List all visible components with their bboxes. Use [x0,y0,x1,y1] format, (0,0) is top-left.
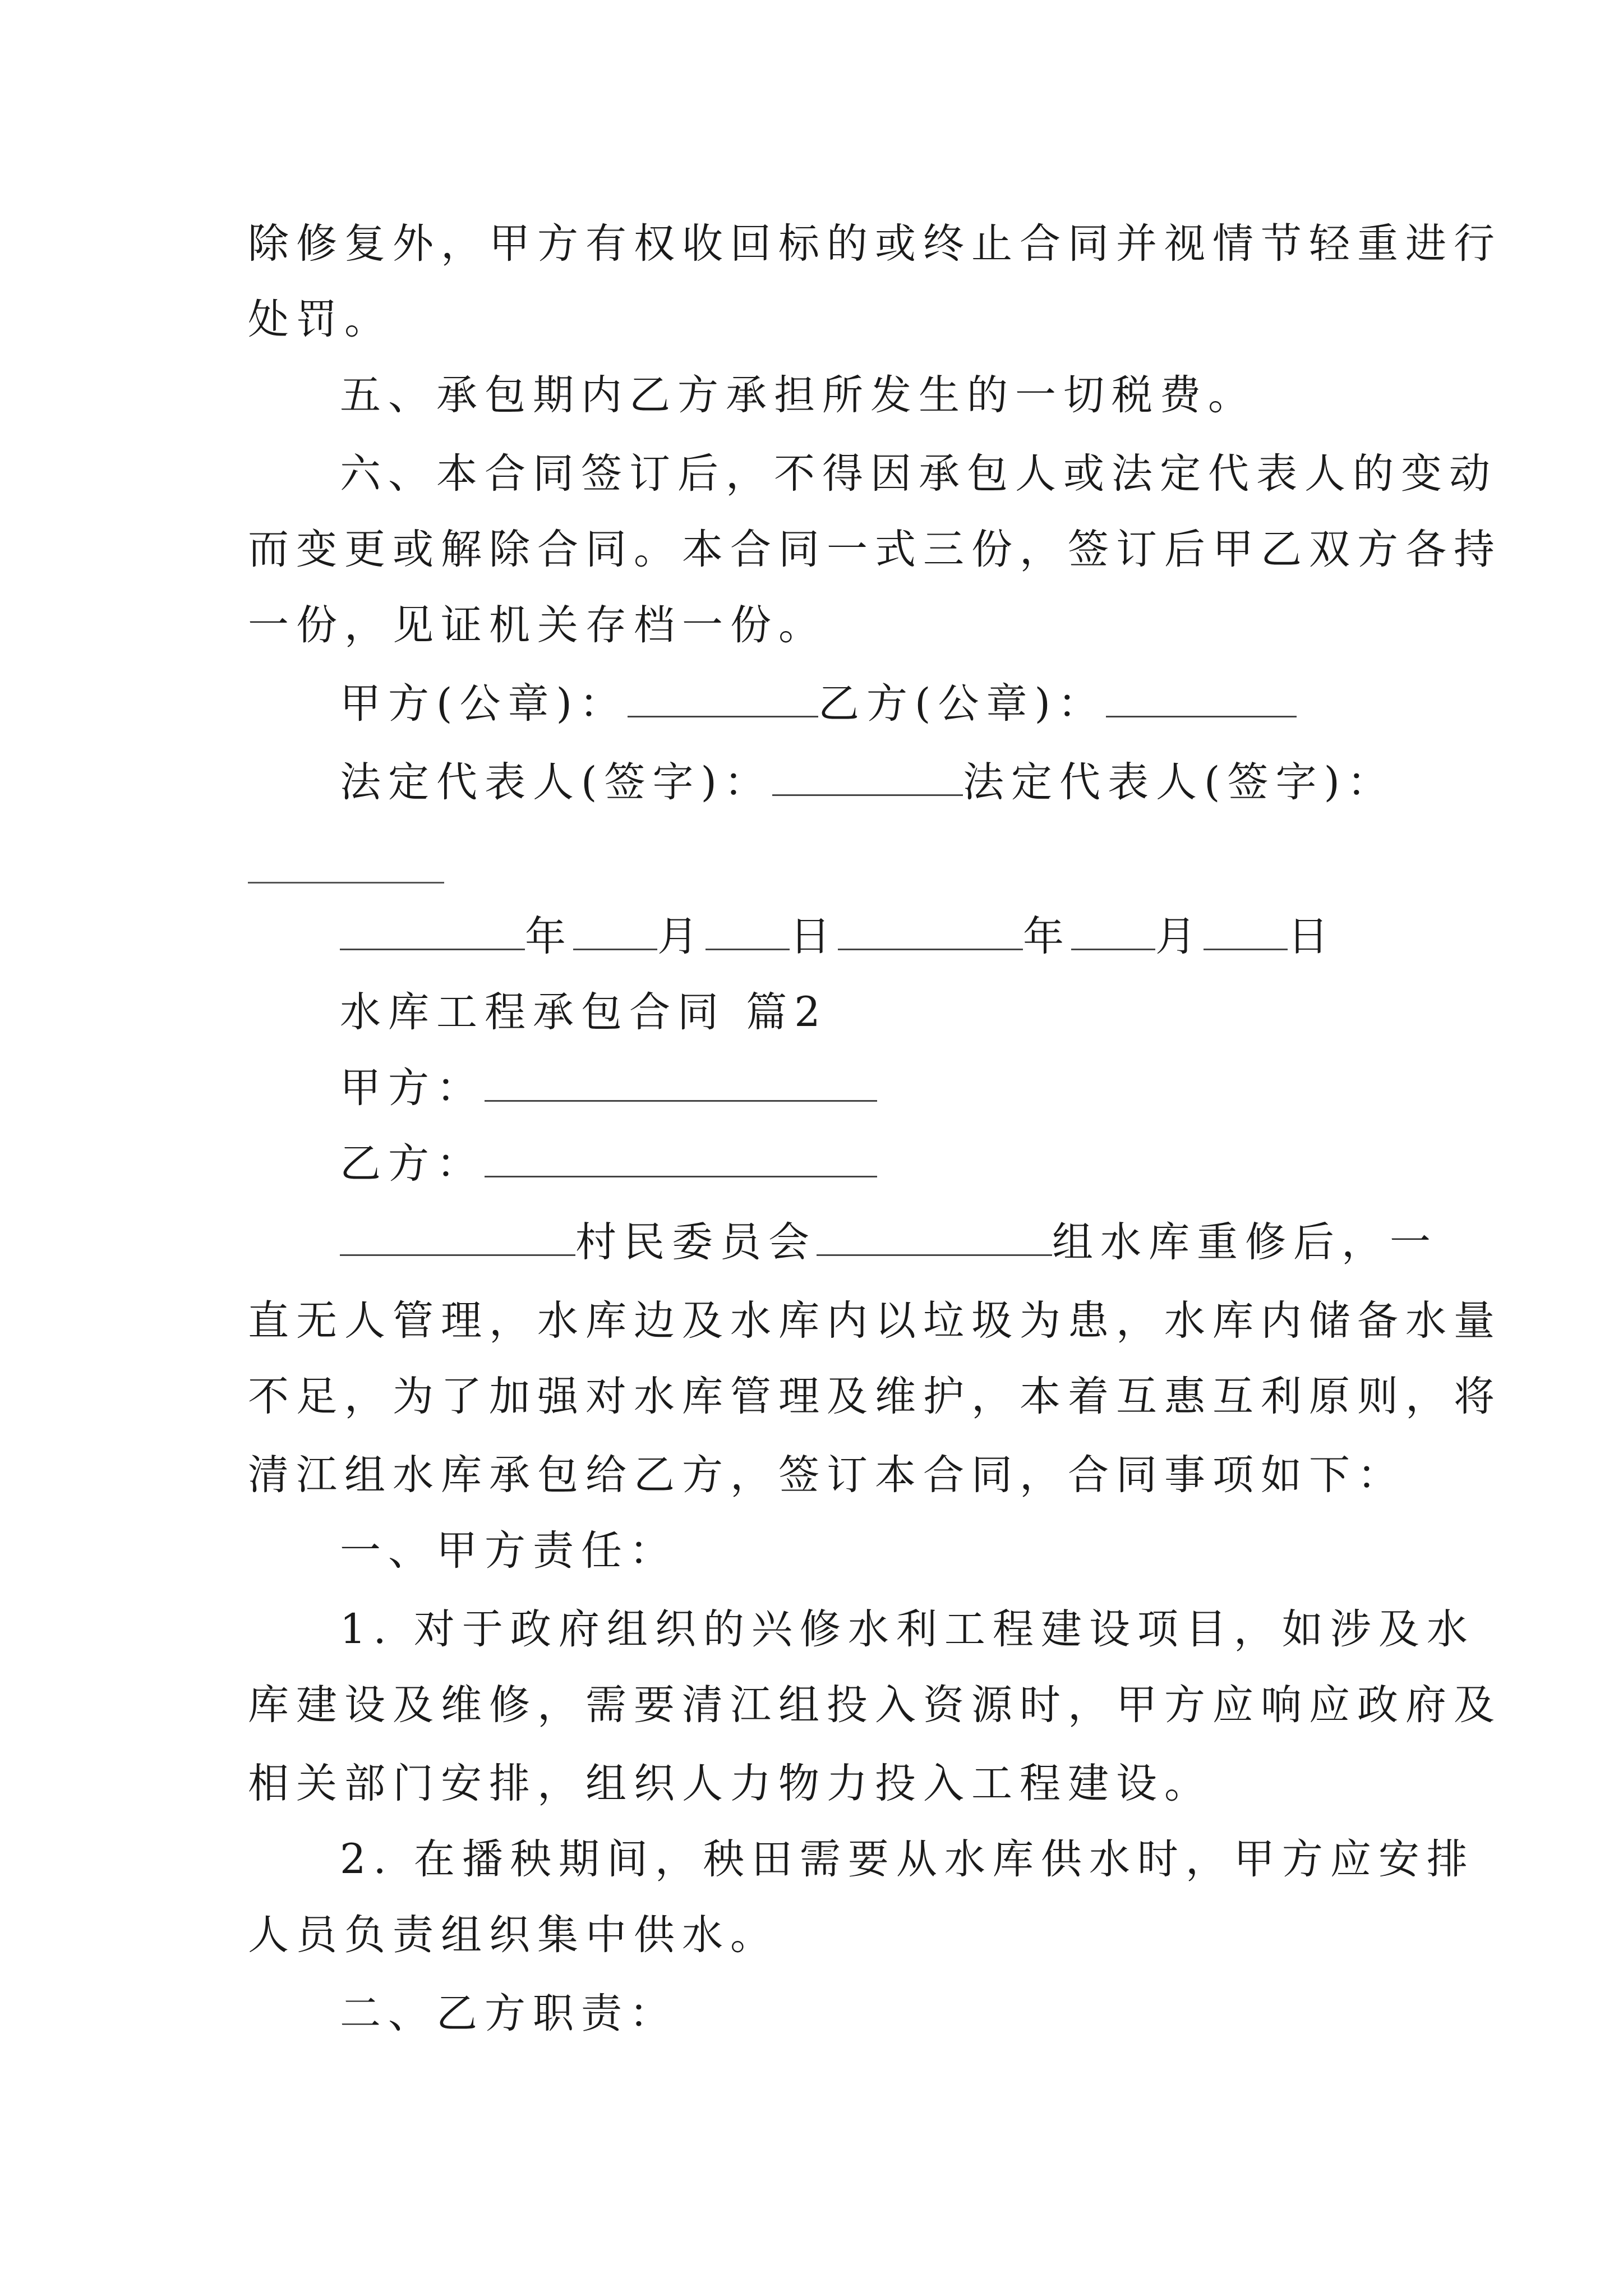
year-blank [340,909,525,950]
duty-item-1: 1. 对于政府组织的兴修水利工程建设项目，如涉及水 [340,1605,1475,1653]
intro-text: 村民委员会 [575,1218,817,1266]
party-a-seal-blank [628,677,818,717]
paragraph-line: 除修复外，甲方有权收回标的或终止合同并视情节轻重进行 [248,220,1502,268]
year-blank [838,909,1023,950]
party-b-duties-heading: 二、乙方职责： [340,1990,677,2037]
day-blank [706,909,790,950]
day-label: 日 [790,913,838,960]
party-b-seal-blank [1106,677,1297,717]
party-b-blank [485,1137,877,1177]
intro-line: 清江组水库承包给乙方，签订本合同，合同事项如下： [248,1451,1405,1499]
duty-item-2: 2. 在播秧期间，秧田需要从水库供水时，甲方应安排 [340,1835,1475,1883]
clause-six-line: 一份，见证机关存档一份。 [248,601,827,649]
day-label: 日 [1288,913,1336,960]
clause-five: 五、承包期内乙方承担所发生的一切税费。 [340,371,1256,419]
intro-line [340,1214,1478,1271]
party-a-seal-label: 甲方(公章)： [340,680,628,728]
party-b-label: 乙方： [340,1140,485,1188]
clause-six-line: 六、本合同签订后，不得因承包人或法定代表人的变动 [340,450,1497,498]
seal-line [340,676,1478,732]
month-blank [573,909,657,950]
duty-item-1: 相关部门安排，组织人力物力投入工程建设。 [248,1760,1212,1807]
date-line [340,909,1478,965]
rep-a-label: 法定代表人(签字)： [340,758,772,806]
party-a-blank [485,1061,877,1102]
clause-six-line: 而变更或解除合同。本合同一式三份，签订后甲乙双方各持 [248,526,1502,573]
party-a-label: 甲方： [340,1064,485,1112]
duty-item-1: 库建设及维修，需要清江组投入资源时，甲方应响应政府及 [248,1681,1502,1729]
village-blank [340,1215,575,1256]
duty-item-2: 人员负责组织集中供水。 [248,1911,778,1959]
intro-line: 不足，为了加强对水库管理及维护，本着互惠互利原则，将 [248,1373,1502,1420]
intro-text: 组水库重修后，一 [1052,1218,1438,1266]
rep-b-label: 法定代表人(签字)： [962,758,1395,806]
group-blank [817,1215,1052,1256]
intro-line: 直无人管理，水库边及水库内以垃圾为患，水库内储备水量 [248,1297,1502,1345]
representative-line [340,754,1478,811]
year-label: 年 [1023,913,1071,960]
month-label: 月 [1155,913,1204,960]
section-title: 水库工程承包合同 篇2 [340,988,828,1036]
party-a-line [340,1060,1478,1116]
year-label: 年 [525,913,573,960]
party-a-duties-heading: 一、甲方责任： [340,1527,677,1575]
party-b-seal-label: 乙方(公章)： [818,680,1106,728]
rep-a-blank [772,755,963,796]
day-blank [1204,909,1288,950]
party-b-line [340,1136,1478,1192]
month-label: 月 [657,913,706,960]
month-blank [1071,909,1155,950]
rep-b-blank [248,882,444,884]
paragraph-line: 处罚。 [248,296,393,343]
